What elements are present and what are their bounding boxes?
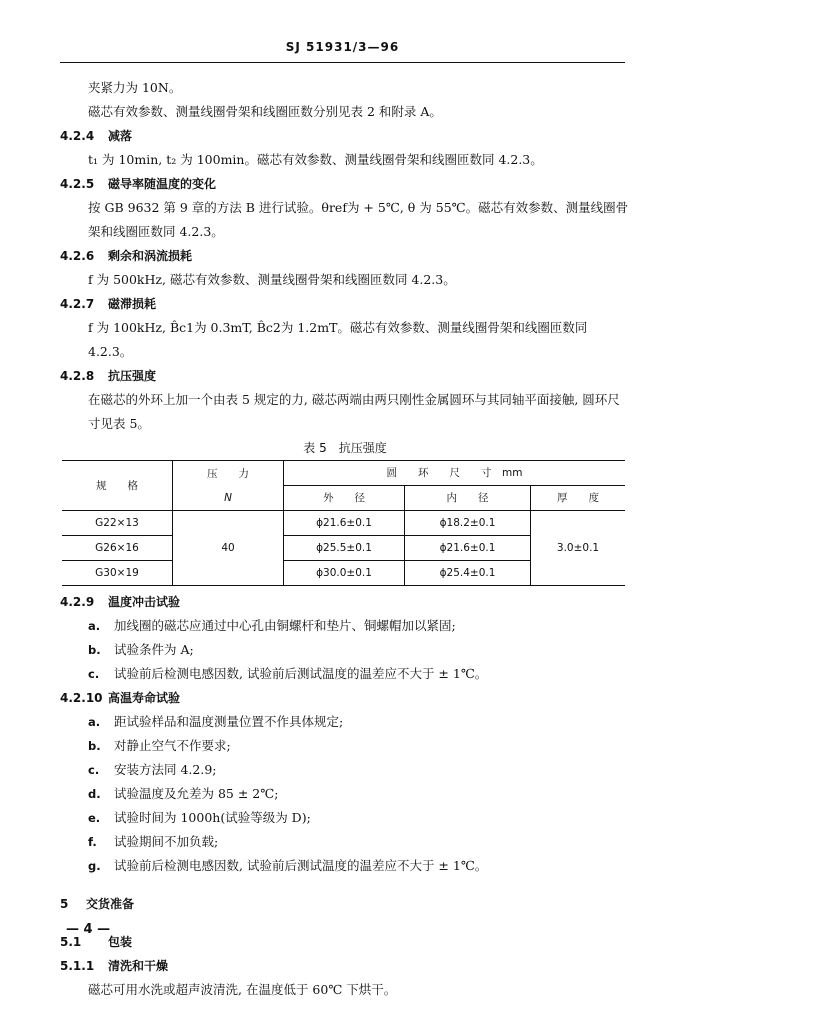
header-inner: 内 径 [405,486,531,511]
paragraph: 磁芯可用水洗或超声波清洗, 在温度低于 60℃ 下烘干。 [88,982,397,997]
cell-spec: G26×16 [62,536,173,561]
cell-inner: ϕ18.2±0.1 [405,511,531,536]
section-number: 4.2.8 [60,369,95,383]
section-number: 4.2.10 [60,691,103,705]
chapter-heading [60,892,630,916]
list-item [60,662,630,686]
spacer [60,916,630,930]
list-text: 试验前后检测电感因数, 试验前后测试温度的温差应不大于 ± 1℃。 [114,666,488,681]
cell-inner: ϕ21.6±0.1 [405,536,531,561]
paragraph: t₁ 为 10min, t₂ 为 100min。磁芯有效参数、测量线圈骨架和线圈匝数同 4.2.3。 [88,152,543,167]
header-ring-size: 圆 环 尺 寸 mm [284,461,626,486]
header-rule [60,62,625,63]
list-text: 试验条件为 A; [114,642,194,657]
list-label: b. [88,739,101,753]
cell-outer: ϕ21.6±0.1 [284,511,405,536]
header-thickness: 厚 度 [531,486,626,511]
list-label: e. [88,811,101,825]
section-title: 交货准备 [86,897,135,911]
cell-outer: ϕ25.5±0.1 [284,536,405,561]
section-number: 4.2.9 [60,595,95,609]
list-s4210 [60,710,630,878]
cell-force: 40 [173,511,284,586]
section-heading [60,590,630,614]
list-text: 试验温度及允差为 85 ± 2℃; [114,786,279,801]
section-heading [60,124,630,148]
list-item [60,806,630,830]
list-text: 试验时间为 1000h(试验等级为 D); [114,810,311,825]
list-text: 对静止空气不作要求; [114,738,231,753]
section-number: 5.1 [60,935,82,949]
list-label: c. [88,667,100,681]
paragraph: 按 GB 9632 第 9 章的方法 B 进行试验。θref为 + 5℃, θ 为 55℃。磁芯有效参数、测量线圈骨架和线圈匝数同 4.2.3。 [88,200,629,239]
section-heading [60,930,630,954]
cell-outer: ϕ30.0±0.1 [284,561,405,586]
list-item [60,782,630,806]
spec-table [62,460,625,586]
header-outer: 外 径 [284,486,405,511]
section-heading [60,954,630,978]
table-title: 表 5 抗压强度 [303,441,387,455]
list-item [60,830,630,854]
list-label: g. [88,859,101,873]
list-label: b. [88,643,101,657]
cell-inner: ϕ25.4±0.1 [405,561,531,586]
section-title: 清洗和干燥 [108,959,169,973]
section-number: 5 [60,897,69,911]
section-heading [60,292,630,316]
cell-spec: G22×13 [62,511,173,536]
section-title: 高温寿命试验 [108,691,181,705]
document-body [60,76,630,1002]
document-header: SJ 51931/3—96 [285,40,400,54]
section-title: 温度冲击试验 [108,595,181,609]
list-label: a. [88,715,101,729]
paragraph: 夹紧力为 10N。 [88,80,182,95]
section-heading [60,686,630,710]
list-text: 距试验样品和温度测量位置不作具体规定; [114,714,344,729]
list-label: f. [88,835,97,849]
list-item [60,614,630,638]
list-label: a. [88,619,101,633]
section-number: 5.1.1 [60,959,95,973]
section-heading [60,244,630,268]
section-title: 减落 [108,129,133,143]
list-label: c. [88,763,100,777]
list-item [60,854,630,878]
paragraph: 在磁芯的外环上加一个由表 5 规定的力, 磁芯两端由两只刚性金属圆环与其同轴平面接触, 圆环尺寸见表 5。 [88,392,620,431]
paragraph: f 为 100kHz, B̂c1为 0.3mT, B̂c2为 1.2mT。磁芯有效参数、测量线圈骨架和线圈匝数同 4.2.3。 [88,320,588,359]
section-heading [60,364,630,388]
list-item [60,734,630,758]
section-number: 4.2.6 [60,249,95,263]
header-force-unit: N [224,491,232,504]
header-spec: 规 格 [62,461,173,511]
section-number: 4.2.7 [60,297,95,311]
cell-thickness: 3.0±0.1 [531,511,626,586]
paragraph: 磁芯有效参数、测量线圈骨架和线圈匝数分别见表 2 和附录 A。 [88,104,442,119]
section-number: 4.2.4 [60,129,95,143]
section-title: 剩余和涡流损耗 [108,249,193,263]
list-text: 安装方法同 4.2.9; [114,762,217,777]
paragraph: f 为 500kHz, 磁芯有效参数、测量线圈骨架和线圈匝数同 4.2.3。 [88,272,456,287]
header-force [173,461,284,511]
list-s429 [60,614,630,686]
section-number: 4.2.5 [60,177,95,191]
list-text: 试验前后检测电感因数, 试验前后测试温度的温差应不大于 ± 1℃。 [114,858,488,873]
list-item [60,710,630,734]
section-title: 磁滞损耗 [108,297,157,311]
header-force-label: 压 力 [207,467,249,480]
section-title: 抗压强度 [108,369,157,383]
spacer [60,878,630,892]
list-label: d. [88,787,101,801]
section-heading [60,172,630,196]
section-title: 磁导率随温度的变化 [108,177,217,191]
list-text: 加线圈的磁芯应通过中心孔由铜螺杆和垫片、铜螺帽加以紧固; [114,618,456,633]
list-item [60,758,630,782]
list-text: 试验期间不加负载; [114,834,219,849]
list-item [60,638,630,662]
page-number: — 4 — [66,922,111,937]
section-title: 包装 [108,935,133,949]
cell-spec: G30×19 [62,561,173,586]
